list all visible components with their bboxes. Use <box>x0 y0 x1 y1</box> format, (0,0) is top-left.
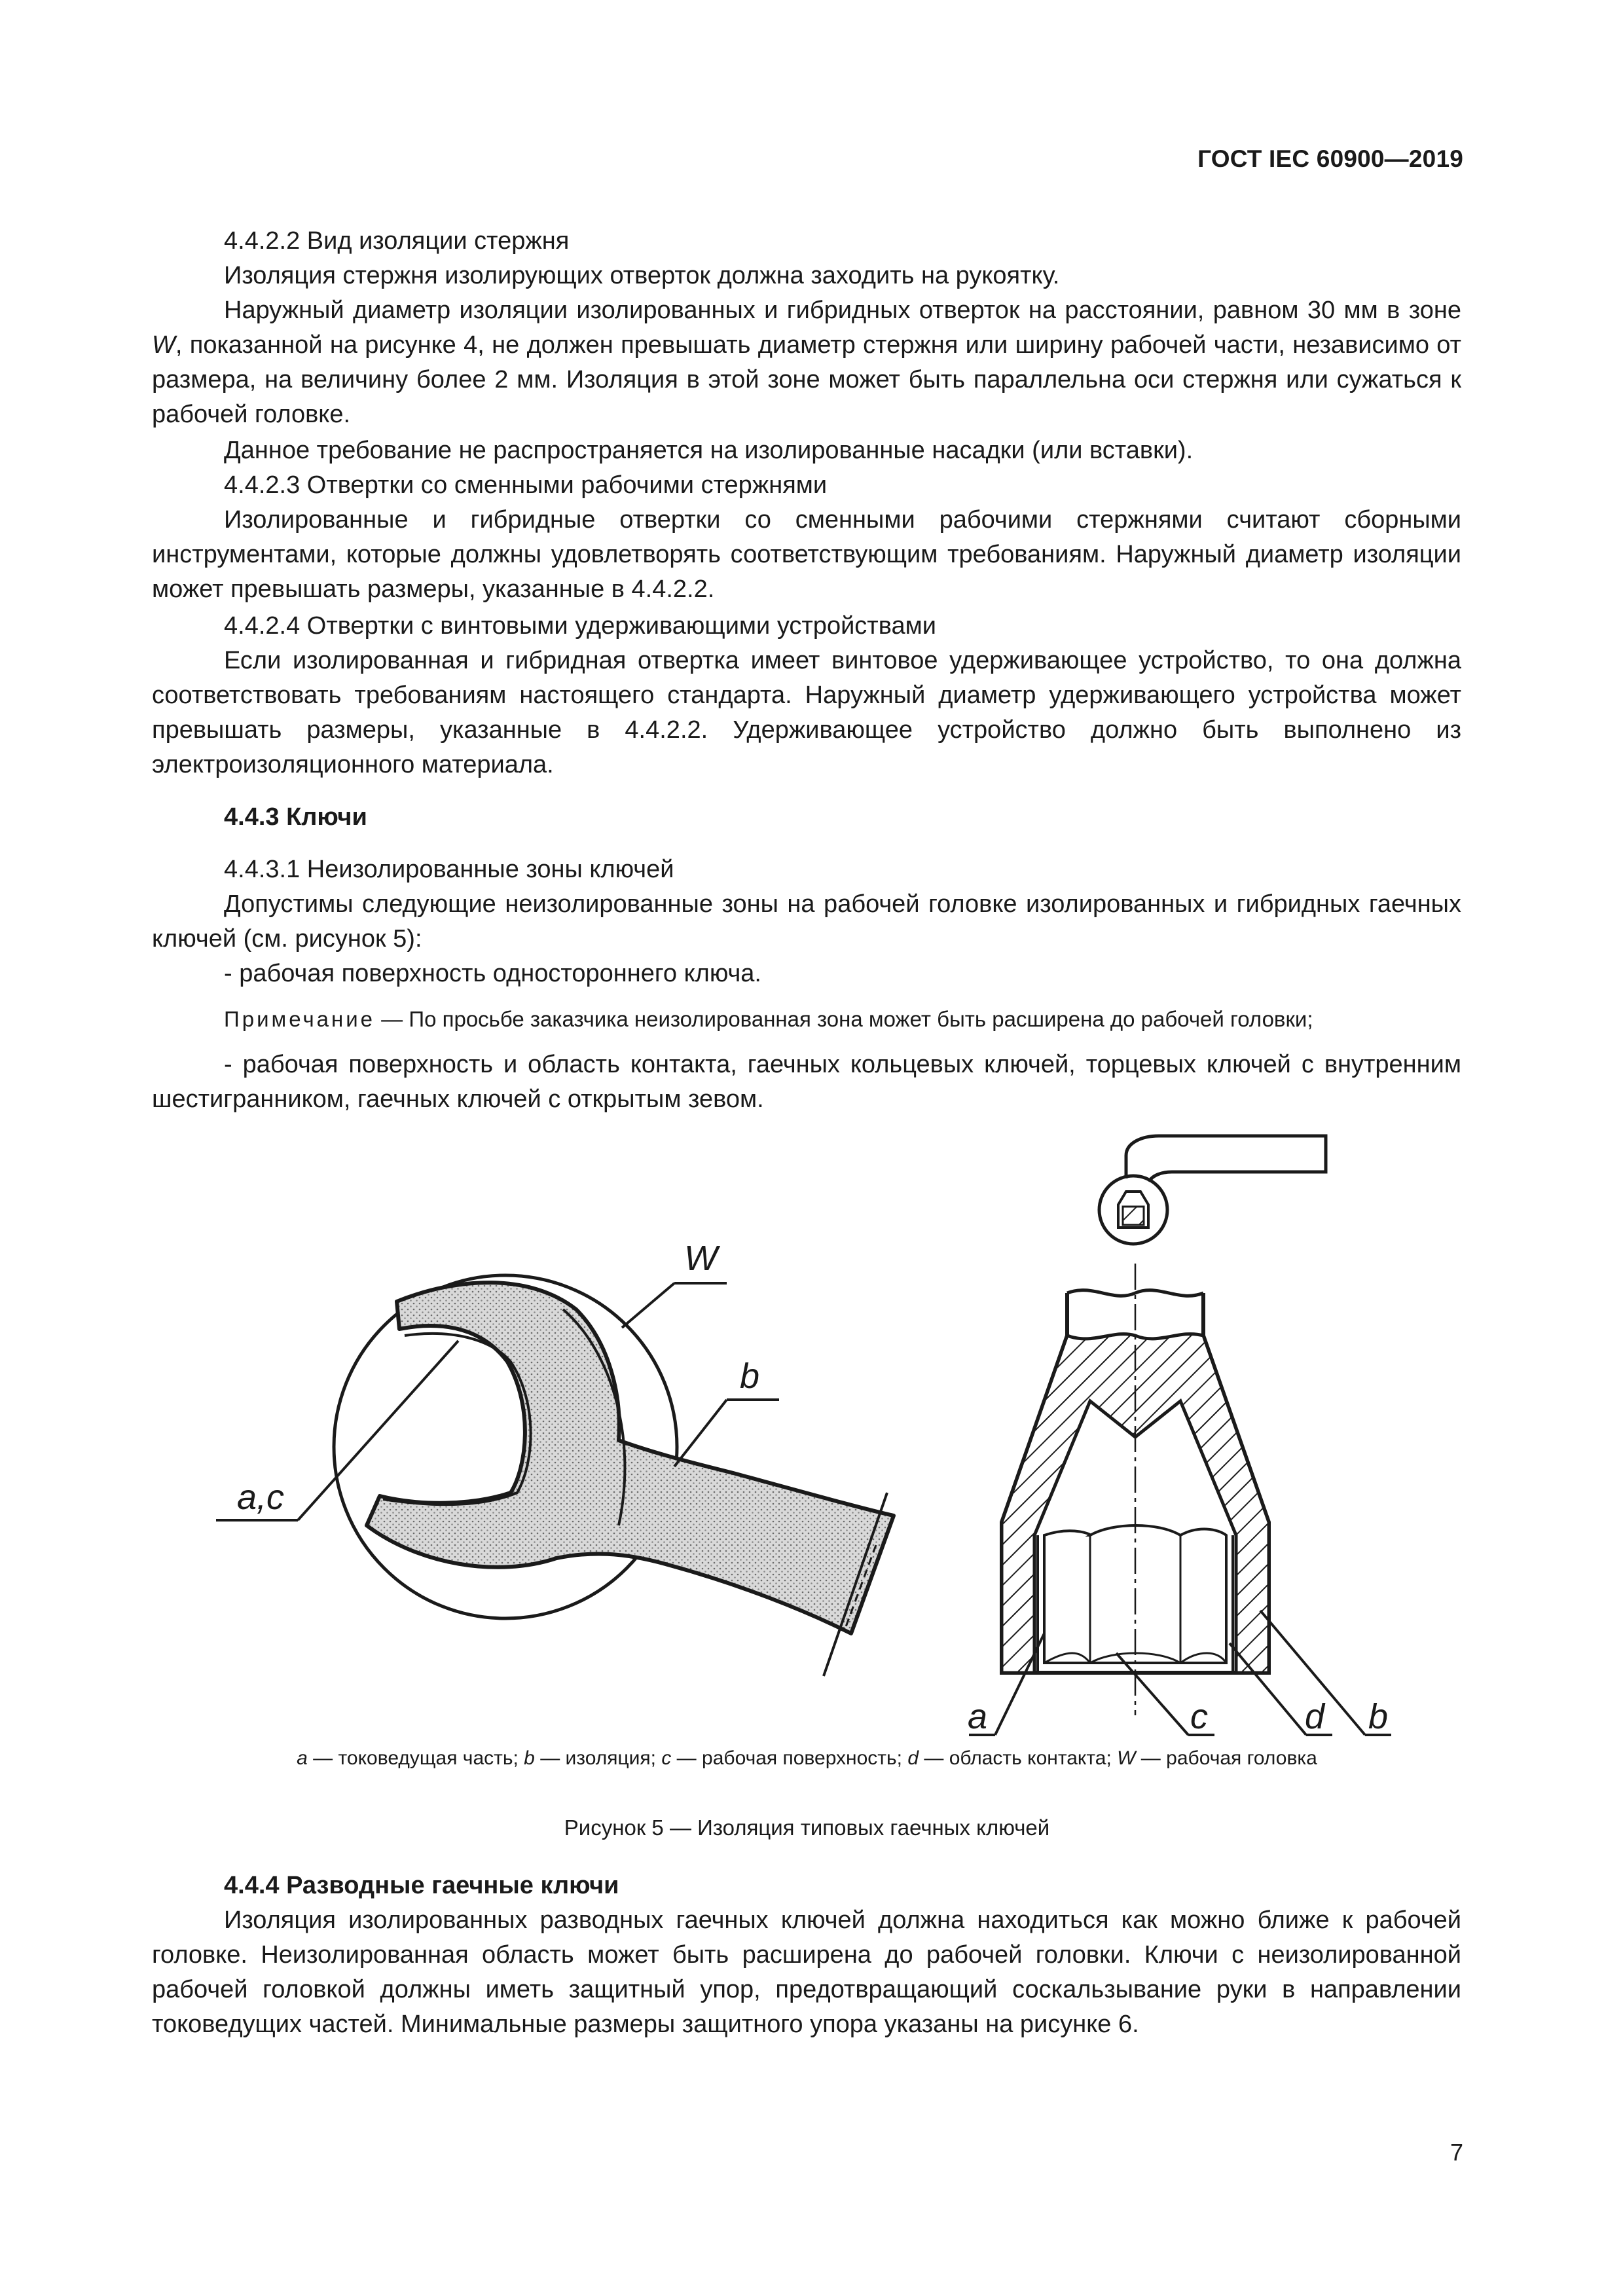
document-header: ГОСТ IEC 60900—2019 <box>1197 145 1463 172</box>
label-c: c <box>1190 1697 1208 1736</box>
section-4-4-3-1-title: 4.4.3.1 Неизолированные зоны ключей <box>224 856 674 883</box>
section-4-4-4-heading: 4.4.4 Разводные гаечные ключи <box>224 1872 619 1899</box>
paragraph: Изоляция изолированных разводных гаечных ключей должна находиться как можно ближе к рабочей головке. Неизолированная область может быть расширена до рабочей головки. Ключи с неизолированной рабочей головкой должны иметь защитный упор, предотвращающий соскальзывание руки в направлении токоведущих частей. Минимальные размеры защитного упора указаны на рисунке 6. <box>152 1906 1461 2038</box>
paragraph: Данное требование не распространяется на изолированные насадки (или вставки). <box>224 437 1194 464</box>
list-item: - рабочая поверхность одностороннего ключа. <box>224 960 761 987</box>
section-4-4-2-2-title: 4.4.2.2 Вид изоляции стержня <box>224 227 570 255</box>
socket-wrench-drawing <box>968 1136 1391 1736</box>
figure-legend: a — токоведущая часть; b — изоляция; c — рабочая поверхность; d — область контакта; W — рабочая головка <box>297 1747 1317 1769</box>
hex-key-handle <box>1126 1136 1326 1182</box>
section-4-4-2-3-title: 4.4.2.3 Отвертки со сменными рабочими стержнями <box>224 471 828 499</box>
label-b-right: b <box>1368 1697 1389 1736</box>
paragraph: Изоляция стержня изолирующих отверток должна заходить на рукоятку. <box>224 262 1060 289</box>
paragraph: Если изолированная и гибридная отвертка имеет винтовое удерживающее устройство, то она должна соответствовать требованиям настоящего стандарта. Наружный диаметр удерживающего устройства может превышать размеры, указанные в 4.4.2.2. Удерживающее устройство должно быть выполнено из электроизоляционного материала. <box>152 647 1461 778</box>
label-d: d <box>1305 1697 1325 1736</box>
paragraph: Допустимы следующие неизолированные зоны на рабочей головке изолированных и гибридных гаечных ключей (см. рисунок 5): <box>152 890 1461 953</box>
label-w: W <box>684 1239 718 1278</box>
open-end-wrench-drawing <box>216 1239 894 1676</box>
list-item: - рабочая поверхность и область контакта, гаечных кольцевых ключей, торцевых ключей с внутренним шестигранником, гаечных ключей с открытым зевом. <box>152 1051 1461 1113</box>
section-4-4-3-heading: 4.4.3 Ключи <box>224 803 367 831</box>
figure-title: Рисунок 5 — Изоляция типовых гаечных ключей <box>564 1815 1050 1840</box>
note: Примечание — По просьбе заказчика неизолированная зона может быть расширена до рабочей головки; <box>224 1007 1313 1031</box>
leader-ac <box>298 1341 458 1520</box>
working-surface-line <box>383 1334 531 1504</box>
page-number: 7 <box>1450 2139 1463 2166</box>
leader-c <box>1116 1653 1188 1735</box>
label-b-left: b <box>740 1357 760 1396</box>
section-4-4-2-4-title: 4.4.2.4 Отвертки с винтовыми удерживающими устройствами <box>224 612 936 640</box>
paragraph: Изолированные и гибридные отвертки со сменными рабочими стержнями считают сборными инструментами, которые должны удовлетворять соответствующим требованиям. Наружный диаметр изоляции может превышать размеры, указанные в 4.4.2.2. <box>152 506 1461 603</box>
leader-b-left <box>674 1400 727 1467</box>
leader-w <box>622 1283 674 1328</box>
label-a: a <box>968 1697 988 1736</box>
paragraph: Наружный диаметр изоляции изолированных и гибридных отверток на расстоянии, равном 30 мм в зоне W, показанной на рисунке 4, не должен превышать диаметр стержня или ширину рабочей части, независимо от размера, на величину более 2 мм. Изоляция в этой зоне может быть параллельна оси стержня или сужаться к рабочей головке. <box>152 297 1461 428</box>
label-ac: a,c <box>237 1478 285 1517</box>
